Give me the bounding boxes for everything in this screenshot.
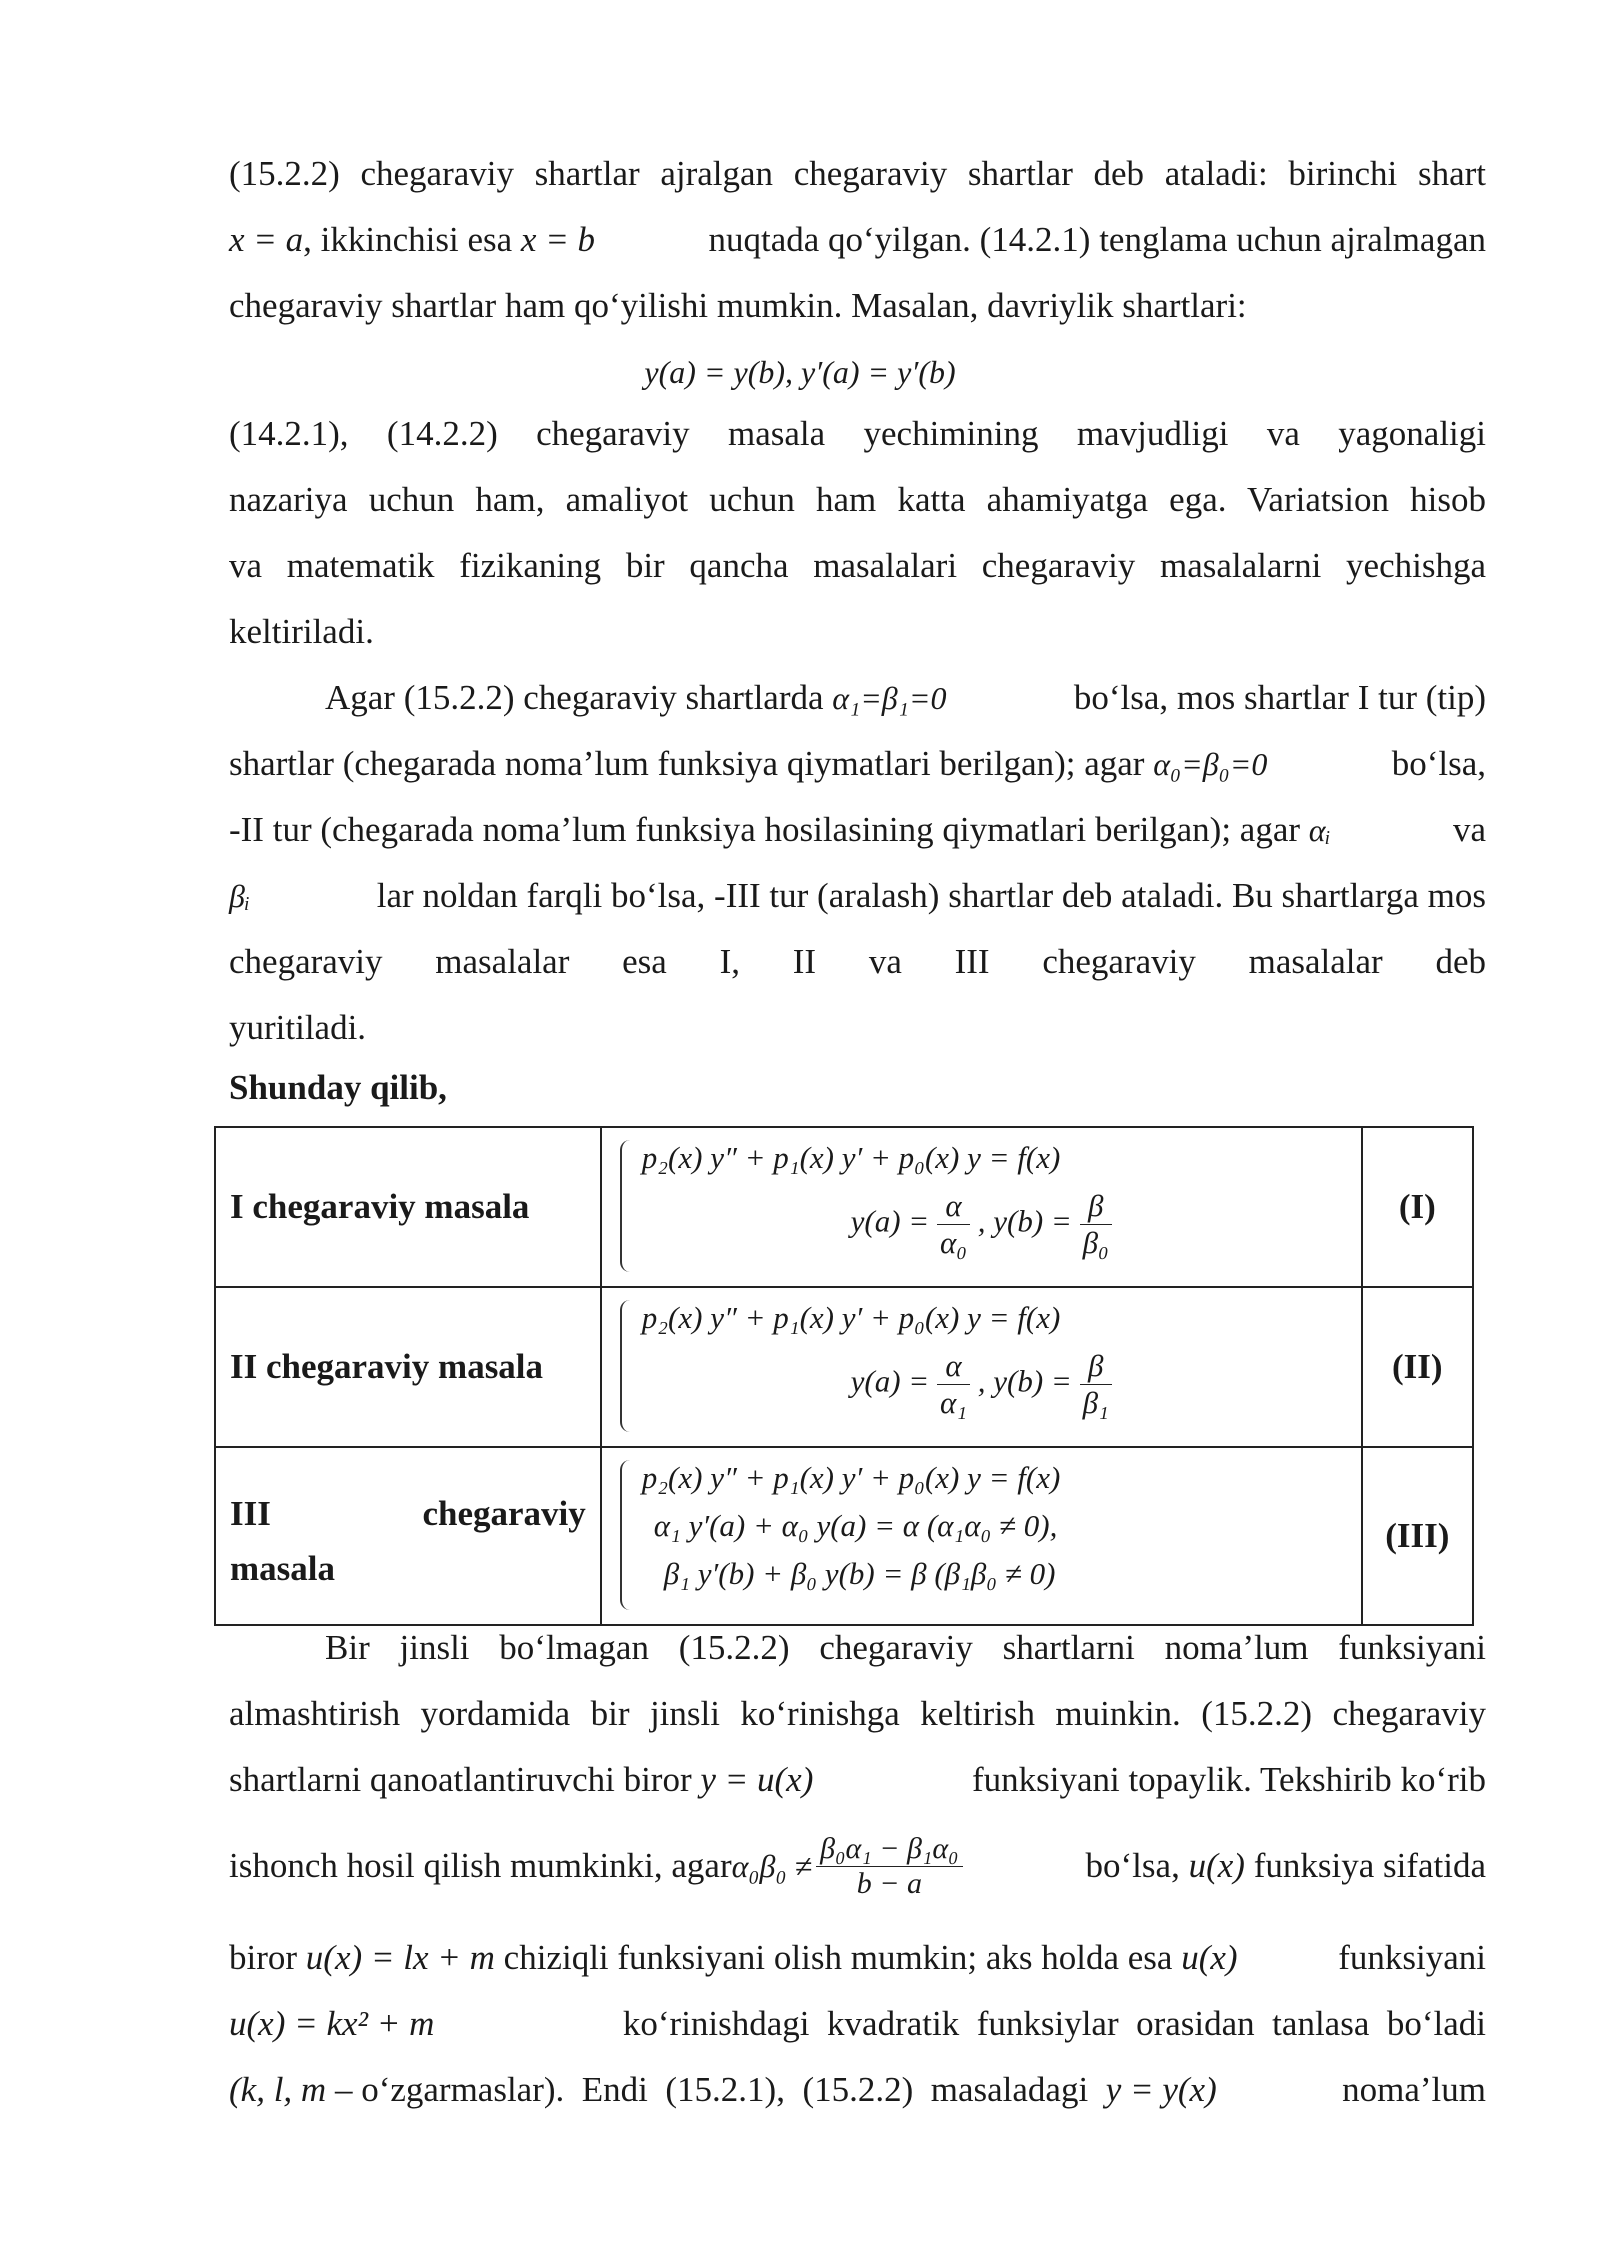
bc-right: , y(b) = xyxy=(977,1203,1072,1239)
problem-tag-cell: (I) xyxy=(1362,1127,1473,1287)
problem-system-cell xyxy=(601,1287,1362,1447)
text: chiziqli funksiyani olish mumkin; aks holda esa xyxy=(494,1938,1182,1977)
equation-system xyxy=(602,1448,1361,1624)
text: bo‘lsa, mos shartlar I tur (tip) xyxy=(1073,678,1486,717)
summary-heading: Shunday qilib, xyxy=(229,1068,447,1107)
math-alpha-i: αᵢ xyxy=(1308,812,1331,848)
paragraph-1-line-3 xyxy=(229,284,1486,328)
text: noma’lum xyxy=(1324,2070,1486,2109)
problem-tag-cell: (II) xyxy=(1362,1287,1473,1447)
text: shartlarni qanoatlantiruvchi biror xyxy=(229,1760,701,1799)
periodic-conditions-formula: y(a) = y(b), y′(a) = y′(b) xyxy=(644,354,956,390)
math-u-x: u(x) xyxy=(1188,1846,1245,1885)
denominator: α₁ xyxy=(939,1385,967,1420)
text: (15.2.2) chegaraviy shartlar ajralgan chegaraviy shartlar deb ataladi: birinchi shart xyxy=(229,154,1486,193)
math-y-eq-u: y = u(x) xyxy=(700,1760,814,1799)
equation-system xyxy=(602,1128,1361,1286)
boundary-condition-a: α₁ y′(a) + α₀ y(a) = α (α₁α₀ ≠ 0), xyxy=(653,1508,1058,1543)
paragraph-4-line-1 xyxy=(325,1626,1486,1670)
table-row xyxy=(215,1287,1473,1447)
denominator: β₀ xyxy=(1082,1225,1109,1260)
text: , ikkinchisi esa xyxy=(303,220,521,259)
text: Bir jinsli bo‘lmagan (15.2.2) chegaraviy shartlarni noma’lum funksiyani xyxy=(325,1628,1486,1667)
math-alpha1-beta1: α₁=β₁=0 xyxy=(832,680,947,716)
math-alpha0-beta0-neq: α₀β₀ ≠ xyxy=(731,1848,813,1884)
table-row xyxy=(215,1127,1473,1287)
paragraph-3-line-5 xyxy=(229,940,1486,984)
bc-left: y(a) = xyxy=(850,1363,930,1399)
boundary-conditions xyxy=(602,1348,1361,1421)
denominator: β₁ xyxy=(1082,1385,1109,1420)
text: biror xyxy=(229,1938,306,1977)
paragraph-4-line-2 xyxy=(229,1692,1486,1736)
text: (14.2.1), (14.2.2) chegaraviy masala yechimining mavjudligi va yagonaligi xyxy=(229,414,1486,453)
text: shartlar (chegarada noma’lum funksiya qiymatlari berilgan); agar xyxy=(229,744,1154,783)
text: chegaraviy shartlar ham qo‘yilishi mumkin. Masalan, davriylik shartlari: xyxy=(229,286,1247,325)
text: keltiriladi. xyxy=(229,612,374,651)
paragraph-4-line-5 xyxy=(229,1936,1486,1980)
bc-right: , y(b) = xyxy=(977,1363,1072,1399)
math-x-eq-a: x = a xyxy=(229,220,304,259)
boundary-condition-b: β₁ y′(b) + β₀ y(b) = β (β₁β₀ ≠ 0) xyxy=(663,1556,1056,1591)
paragraph-2-line-3 xyxy=(229,544,1486,588)
math-k-l-m: (k, l, m xyxy=(229,2070,327,2109)
numerator: β xyxy=(1080,1348,1112,1385)
fraction xyxy=(816,1832,962,1901)
paragraph-4-line-6 xyxy=(229,2002,1486,2046)
denominator: α₀ xyxy=(939,1225,967,1260)
differential-equation: p₂(x) y″ + p₁(x) y′ + p₀(x) y = f(x) xyxy=(641,1460,1061,1495)
text: va matematik fizikaning bir qancha masalalari chegaraviy masalalarni yechishga xyxy=(229,546,1486,585)
math-y-eq-yx: y = y(x) xyxy=(1105,2070,1217,2109)
text: funksiyani xyxy=(1338,1938,1486,1977)
boundary-problems-table xyxy=(214,1126,1474,1626)
text: bo‘lsa, xyxy=(1085,1846,1189,1885)
problem-name-cell: I chegaraviy masala xyxy=(215,1127,601,1287)
numerator: β xyxy=(1080,1188,1112,1225)
differential-equation: p₂(x) y″ + p₁(x) y′ + p₀(x) y = f(x) xyxy=(641,1140,1061,1175)
text: Agar (15.2.2) chegaraviy shartlarda xyxy=(325,678,833,717)
text: funksiya sifatida xyxy=(1244,1846,1486,1885)
text: – o‘zgarmaslar). Endi (15.2.1), (15.2.2) masaladagi xyxy=(326,2070,1106,2109)
text: lar noldan farqli bo‘lsa, -III tur (aralash) shartlar deb ataladi. Bu shartlarga mos xyxy=(376,876,1486,915)
fraction xyxy=(1080,1188,1112,1261)
text: nuqtada qo‘yilgan. (14.2.1) tenglama uchun ajralmagan xyxy=(708,220,1486,259)
problem-tag-cell: (III) xyxy=(1362,1447,1473,1625)
text: yuritiladi. xyxy=(229,1008,367,1047)
problem-name-cell: II chegaraviy masala xyxy=(215,1287,601,1447)
fraction xyxy=(937,1188,970,1261)
math-linear-u: u(x) = lx + m xyxy=(305,1938,495,1977)
fraction xyxy=(1080,1348,1112,1421)
math-u-x: u(x) xyxy=(1181,1938,1238,1977)
text: chegaraviy xyxy=(422,1494,586,1533)
math-beta-i: βᵢ xyxy=(229,878,250,914)
text: nazariya uchun ham, amaliyot uchun ham katta ahamiyatga ega. Variatsion hisob xyxy=(229,480,1486,519)
text: chegaraviy masalalar esa I, II va III chegaraviy masalalar deb xyxy=(229,942,1486,981)
text: va xyxy=(1452,810,1486,849)
paragraph-3-line-6 xyxy=(229,1006,1486,1050)
problem-system-cell xyxy=(601,1127,1362,1287)
differential-equation: p₂(x) y″ + p₁(x) y′ + p₀(x) y = f(x) xyxy=(641,1300,1061,1335)
text: III xyxy=(230,1494,271,1533)
equation-system xyxy=(602,1288,1361,1446)
paragraph-2-line-1 xyxy=(229,412,1486,456)
denominator: b − a xyxy=(856,1866,922,1900)
fraction xyxy=(937,1348,970,1421)
math-alpha0-beta0: α₀=β₀=0 xyxy=(1153,746,1268,782)
left-brace xyxy=(620,1460,636,1610)
paragraph-1-line-1 xyxy=(229,152,1486,196)
table-row xyxy=(215,1447,1473,1625)
numerator: α xyxy=(937,1348,970,1385)
paragraph-3-line-2 xyxy=(229,742,1486,786)
text: bo‘lsa, xyxy=(1391,744,1486,783)
text: ko‘rinishdagi kvadratik funksiylar orasidan tanlasa bo‘ladi xyxy=(605,2004,1486,2043)
problem-name-cell xyxy=(215,1447,601,1625)
text: -II tur (chegarada noma’lum funksiya hosilasining qiymatlari berilgan); agar xyxy=(229,810,1309,849)
boundary-conditions xyxy=(602,1188,1361,1261)
math-quadratic-u: u(x) = kx² + m xyxy=(229,2004,435,2043)
paragraph-4-line-4 xyxy=(229,1826,1486,1906)
text: funksiyani topaylik. Tekshirib ko‘rib xyxy=(971,1760,1486,1799)
numerator: β₀α₁ − β₁α₀ xyxy=(816,1832,962,1867)
paragraph-4-line-7 xyxy=(229,2068,1486,2112)
paragraph-2-line-4 xyxy=(229,610,1486,654)
text: ishonch hosil qilish mumkinki, agar xyxy=(229,1846,732,1885)
paragraph-2-line-2 xyxy=(229,478,1486,522)
paragraph-3-line-3 xyxy=(229,808,1486,852)
paragraph-4-line-3 xyxy=(229,1758,1486,1802)
bc-left: y(a) = xyxy=(850,1203,930,1239)
math-x-eq-b: x = b xyxy=(520,220,596,259)
paragraph-3-line-1 xyxy=(325,676,1486,720)
paragraph-3-line-4 xyxy=(229,874,1486,918)
problem-system-cell xyxy=(601,1447,1362,1625)
paragraph-1-line-2 xyxy=(229,218,1486,262)
text: masala xyxy=(230,1549,335,1588)
text: almashtirish yordamida bir jinsli ko‘rinishga keltirish muinkin. (15.2.2) chegaraviy xyxy=(229,1694,1486,1733)
numerator: α xyxy=(937,1188,970,1225)
